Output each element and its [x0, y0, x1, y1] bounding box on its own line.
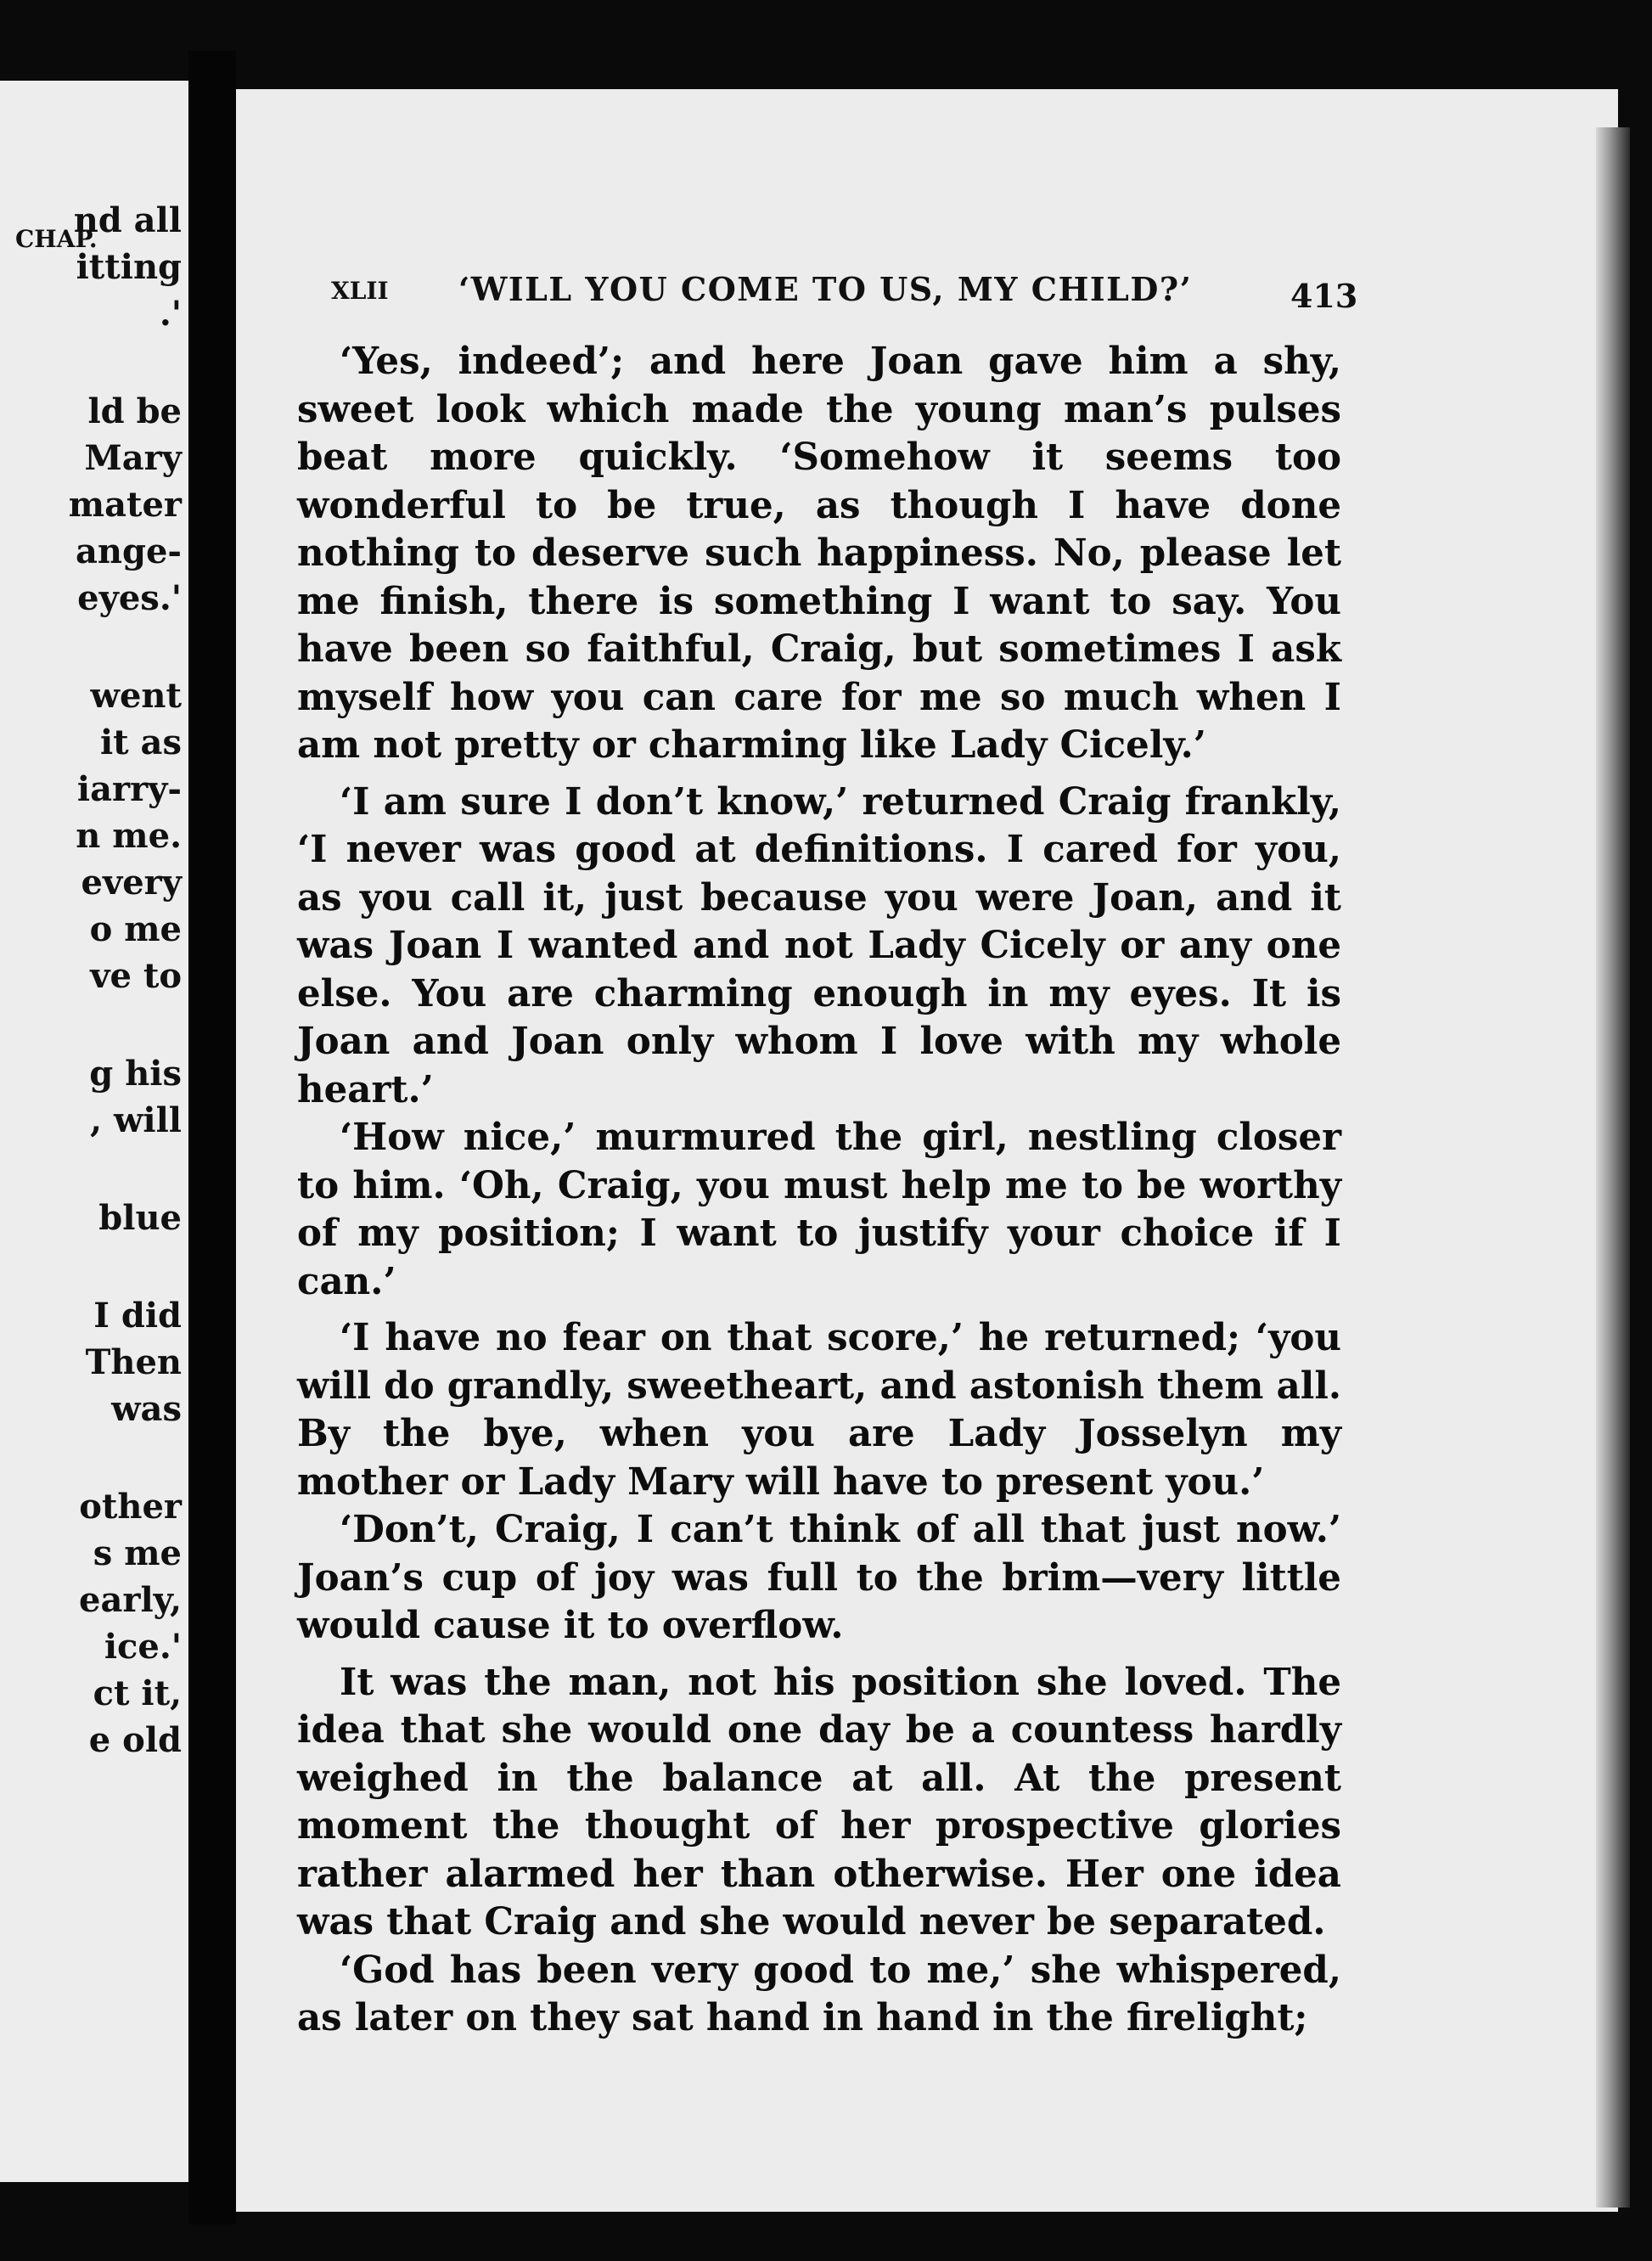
left-page-line: eyes.'	[77, 578, 182, 618]
left-page-line: .'	[159, 294, 182, 334]
paragraph: It was the man, not his position she loved. The idea that she would one day be a countess hardly weighed in the balance at all. At the present moment the thought of her prospective glories rather alarmed her than otherwise. Her one idea was that Craig and she would never be separated.	[297, 1660, 1341, 1943]
left-page-line: other	[79, 1487, 182, 1527]
left-page-line: ice.'	[104, 1627, 182, 1667]
left-page-line: g his	[89, 1054, 182, 1094]
paragraph: ‘God has been very good to me,’ she whispered, as later on they sat hand in hand in the firelight;	[297, 1948, 1341, 2039]
paragraph: ‘Don’t, Craig, I can’t think of all that just now.’ Joan’s cup of joy was full to the brim—very little would cause it to overflow.	[297, 1508, 1341, 1647]
paragraph: ‘How nice,’ murmured the girl, nestling closer to him. ‘Oh, Craig, you must help me to be worthy of my position; I want to justify your choice if I can.’	[297, 1116, 1341, 1303]
paragraph: ‘I have no fear on that score,’ he returned; ‘you will do grandly, sweetheart, and astonish them all. By the bye, when you are Lady Josselyn my mother or Lady Mary will have to present you.’	[297, 1316, 1341, 1504]
left-page-line: e old	[88, 1720, 182, 1760]
paragraph: ‘I am sure I don’t know,’ returned Craig frankly, ‘I never was good at definitions. I cared for you, as you call it, just because you were Joan, and it was Joan I wanted and not Lady Cicely or any one else. You are charming enough in my eyes. It is Joan and Joan only whom I love with my whole heart.’	[297, 779, 1341, 1111]
left-page-line: every	[81, 863, 182, 903]
left-page-line: mater	[68, 485, 182, 525]
left-page-line: ld be	[87, 391, 182, 431]
left-page-fragment	[0, 81, 188, 2182]
left-page-line: ange-	[75, 532, 182, 571]
left-page-line: ve to	[90, 956, 182, 996]
left-page-line: it as	[99, 723, 182, 762]
page-number: 413	[1290, 277, 1358, 315]
left-page-line: Then	[85, 1342, 182, 1382]
book-gutter	[188, 51, 236, 2224]
paragraph: ‘Yes, indeed’; and here Joan gave him a shy, sweet look which made the young man’s pulses beat more quickly. ‘Somehow it seems too wonderful to be true, as though I have done nothing to deserve such happiness. No, please let me finish, there is something I want to say. You have been so faithful, Craig, but sometimes I ask myself how you can care for me so much when I am not pretty or charming like Lady Cicely.’	[297, 340, 1341, 767]
left-page-line: ct it,	[93, 1673, 182, 1713]
left-page-line: n me.	[76, 816, 182, 856]
left-page-line: early,	[79, 1580, 182, 1620]
left-page-line: went	[90, 676, 182, 716]
left-page-line: I did	[93, 1296, 182, 1336]
left-page-line: itting	[76, 247, 182, 287]
running-header	[331, 270, 1358, 321]
left-page-line: nd all	[73, 200, 182, 240]
left-page-line: s me	[93, 1533, 182, 1573]
body-text	[297, 338, 1341, 2043]
left-page-line: blue	[98, 1198, 182, 1238]
left-page-line: , will	[90, 1100, 182, 1140]
page-edge	[1596, 127, 1630, 2208]
left-page-line: Mary	[84, 438, 182, 478]
left-page-line: o me	[89, 909, 182, 949]
chapter-number: XLII	[331, 277, 389, 305]
left-page-chap-label: CHAP.	[15, 225, 98, 253]
chapter-title: ‘WILL YOU COME TO US, MY CHILD?’	[458, 270, 1193, 308]
left-page-line: iarry-	[76, 769, 182, 809]
left-page-line: was	[111, 1389, 182, 1429]
